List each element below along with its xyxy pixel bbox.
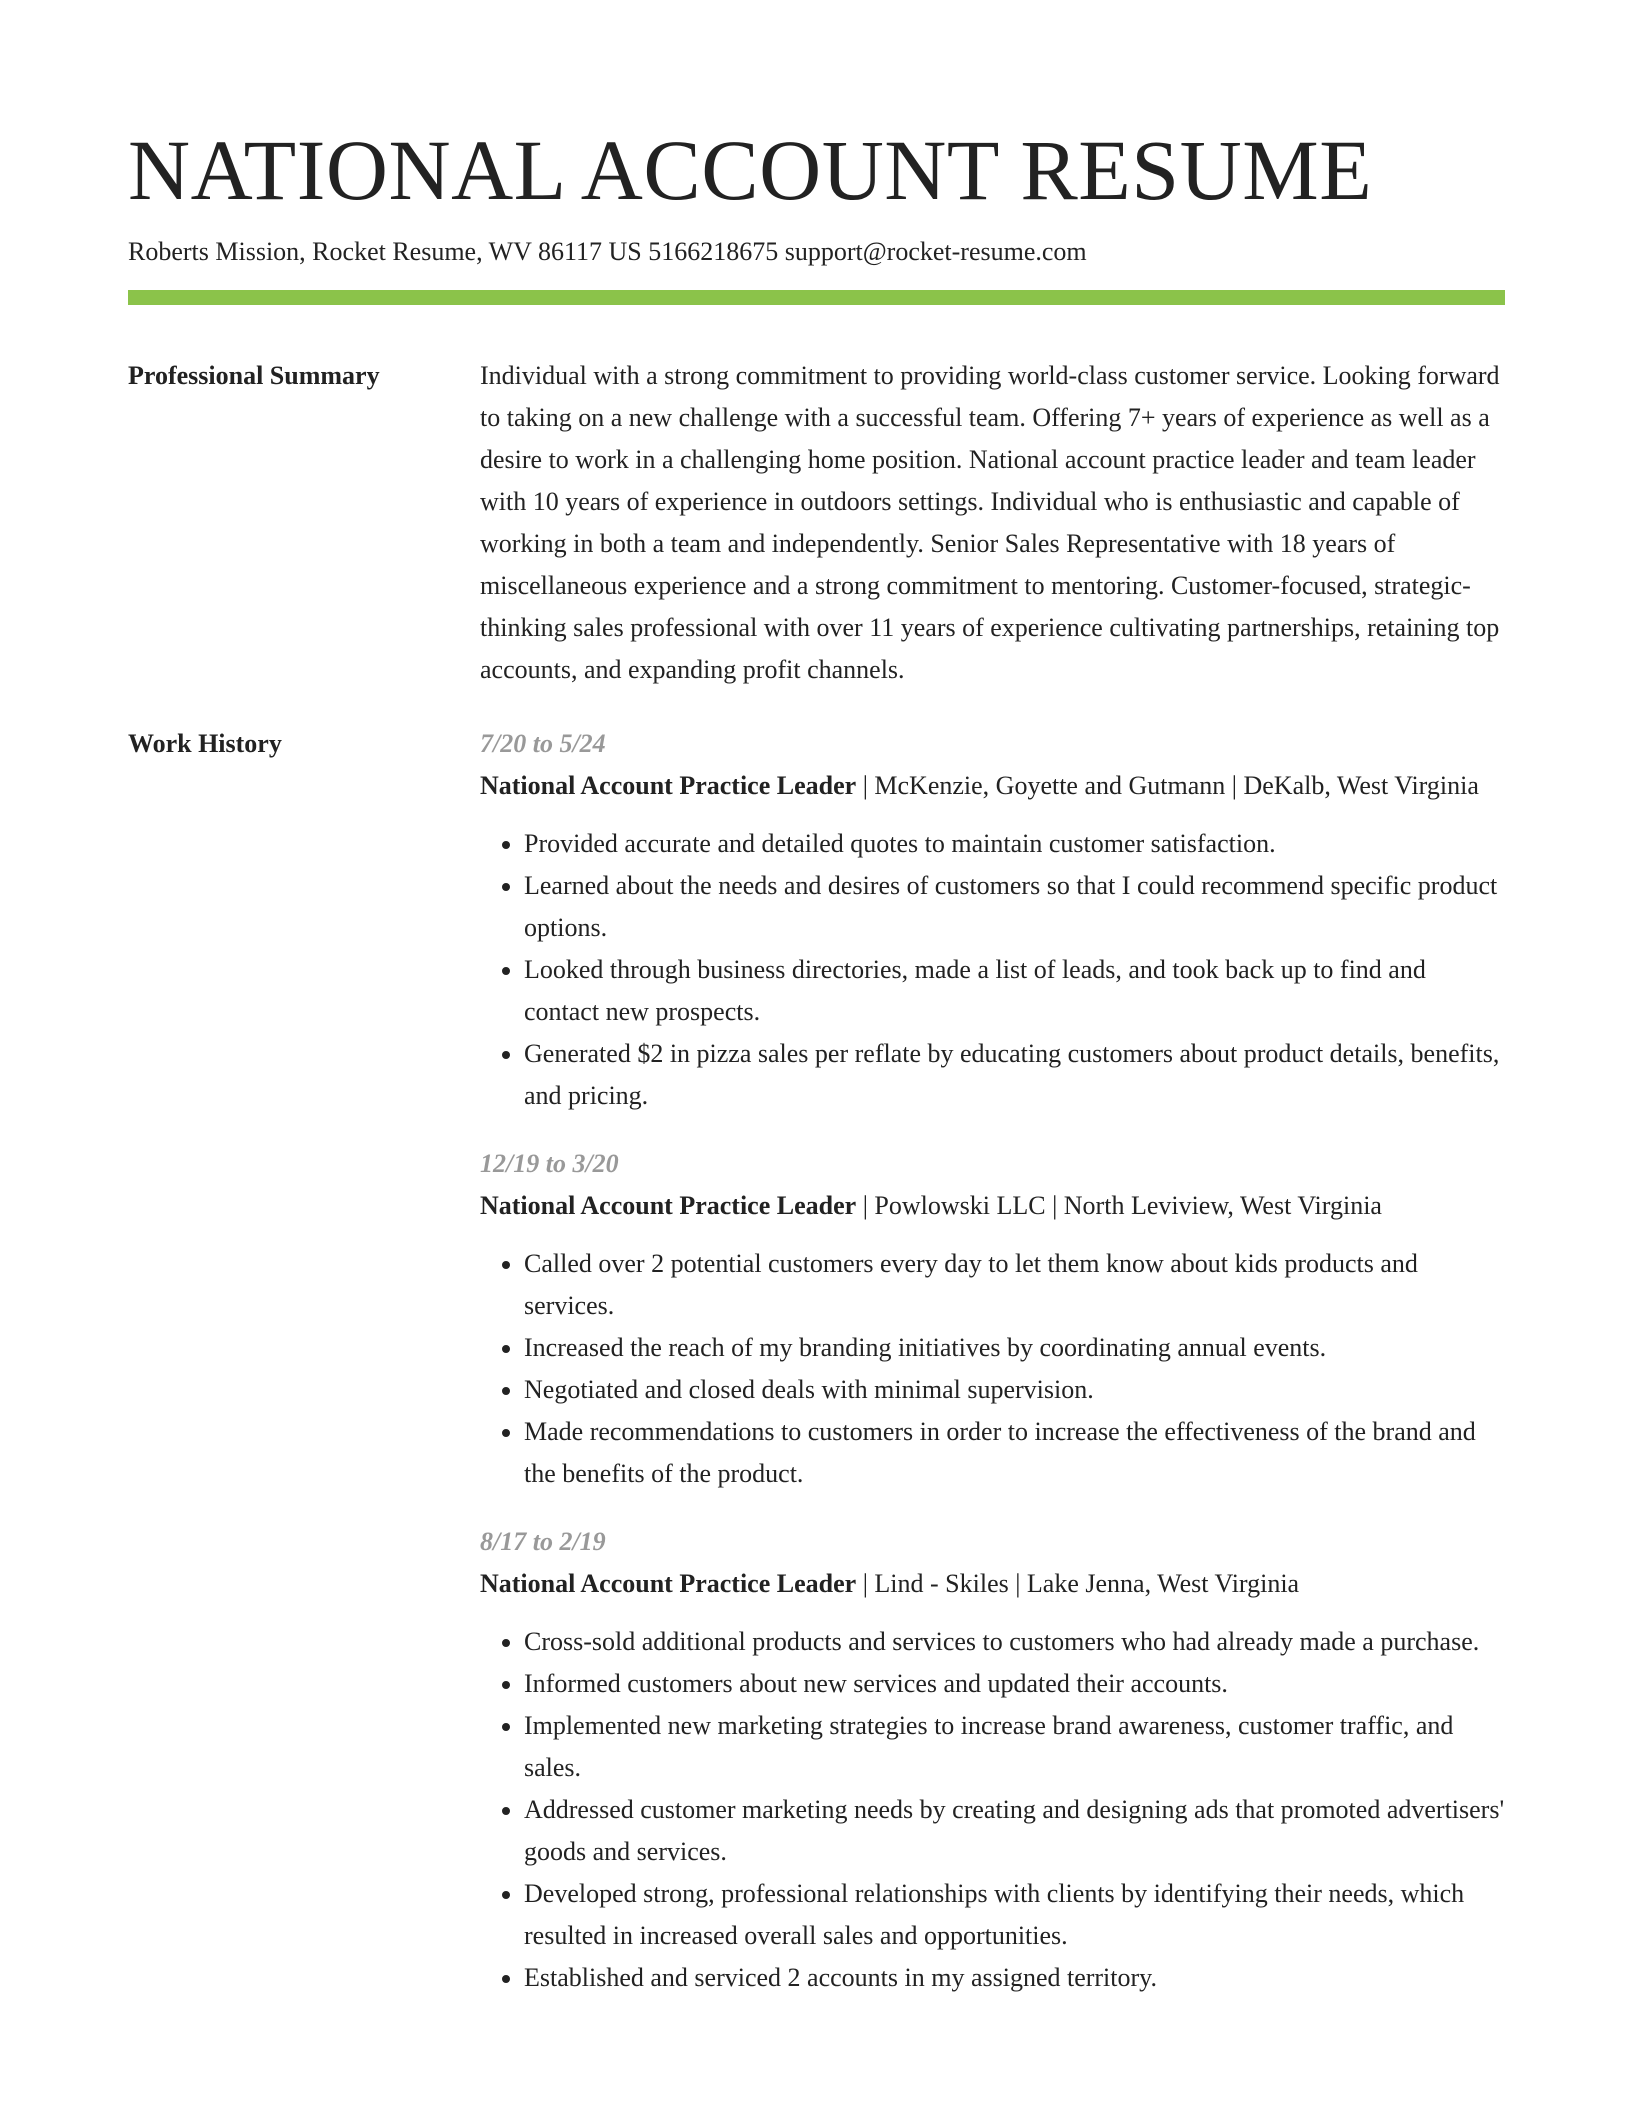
job-bullet: • Cross-sold additional products and services to customers who had already made a purchase. (524, 1621, 1505, 1663)
job-bullet: • Looked through business directories, made a list of leads, and took back up to find and contact new prospects. (524, 949, 1505, 1033)
job-title: National Account Practice Leader (480, 1191, 857, 1220)
job-employer-location: | McKenzie, Goyette and Gutmann | DeKalb, West Virginia (856, 771, 1479, 800)
job-dates: 7/20 to 5/24 (480, 729, 606, 758)
work-history-body (480, 723, 1505, 2025)
job-dates: 8/17 to 2/19 (480, 1527, 606, 1556)
job-bullet: • Learned about the needs and desires of customers so that I could recommend specific product options. (524, 865, 1505, 949)
job-entry (480, 1521, 1505, 1999)
job-bullet: • Established and serviced 2 accounts in my assigned territory. (524, 1957, 1505, 1999)
contact-line: Roberts Mission, Rocket Resume, WV 86117 US 5166218675 support@rocket-resume.com (128, 237, 1087, 266)
resume-title: NATIONAL ACCOUNT RESUME (128, 122, 1373, 218)
job-title: National Account Practice Leader (480, 771, 857, 800)
job-employer-location: | Lind - Skiles | Lake Jenna, West Virginia (856, 1569, 1300, 1598)
job-bullet: • Implemented new marketing strategies to increase brand awareness, customer traffic, and sales. (524, 1705, 1505, 1789)
job-heading (480, 765, 1505, 807)
job-dates: 12/19 to 3/20 (480, 1149, 619, 1178)
job-bullet: • Provided accurate and detailed quotes to maintain customer satisfaction. (524, 823, 1505, 865)
job-entry (480, 723, 1505, 1117)
job-bullet: • Made recommendations to customers in order to increase the effectiveness of the brand and the benefits of the product. (524, 1411, 1505, 1495)
job-bullets (480, 823, 1505, 1117)
job-employer-location: | Powlowski LLC | North Leviview, West Virginia (856, 1191, 1382, 1220)
summary-body (480, 355, 1505, 691)
section-label-work-history: Work History (128, 729, 282, 758)
job-entry (480, 1143, 1505, 1495)
job-bullet: • Generated $2 in pizza sales per reflate by educating customers about product details, benefits, and pricing. (524, 1033, 1505, 1117)
resume-page (128, 0, 1505, 2025)
job-bullet: • Informed customers about new services and updated their accounts. (524, 1663, 1505, 1705)
job-bullet: • Negotiated and closed deals with minimal supervision. (524, 1369, 1505, 1411)
job-bullet: • Increased the reach of my branding initiatives by coordinating annual events. (524, 1327, 1505, 1369)
job-bullet: • Addressed customer marketing needs by creating and designing ads that promoted advertisers' goods and services. (524, 1789, 1505, 1873)
summary-text: Individual with a strong commitment to providing world-class customer service. Looking forward to taking on a new challenge with a successful team. Offering 7+ years of experience as well as a desire to work in a challenging home position. National account practice leader and team leader with 10 years of experience in outdoors settings. Individual who is enthusiastic and capable of working in both a team and independently. Senior Sales Representative with 18 years of miscellaneous experience and a strong commitment to mentoring. Customer-focused, strategic-thinking sales professional with over 11 years of experience cultivating partnerships, retaining top accounts, and expanding profit channels. (480, 361, 1500, 684)
job-bullet: • Called over 2 potential customers every day to let them know about kids products and services. (524, 1243, 1505, 1327)
work-history-section (128, 723, 1505, 2025)
job-bullets (480, 1243, 1505, 1495)
job-title: National Account Practice Leader (480, 1569, 857, 1598)
header-divider (128, 290, 1505, 305)
job-heading (480, 1563, 1505, 1605)
professional-summary-section (128, 355, 1505, 691)
job-bullet: • Developed strong, professional relationships with clients by identifying their needs, which resulted in increased overall sales and opportunities. (524, 1873, 1505, 1957)
job-bullets (480, 1621, 1505, 1999)
section-label-professional-summary: Professional Summary (128, 361, 380, 390)
job-heading (480, 1185, 1505, 1227)
